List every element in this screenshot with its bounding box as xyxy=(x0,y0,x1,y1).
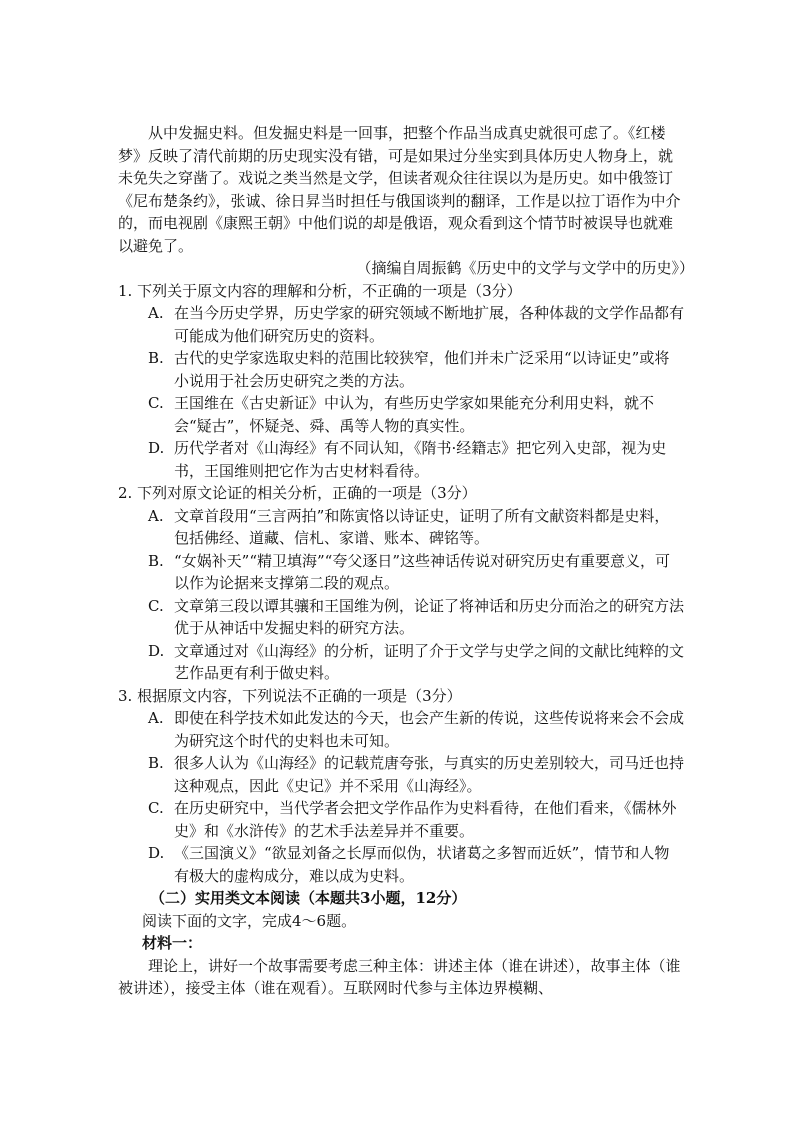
option-text: 王国维在《古史新证》中认为，有些历史学家如果能充分利用史料，就不会“疑古”，怀疑尧、舜、禹等人物的真实性。 xyxy=(174,394,655,435)
option-letter: C. xyxy=(148,394,164,412)
option-letter: D. xyxy=(148,641,165,660)
option-a xyxy=(148,505,684,550)
option-text: “女娲补天”“精卫填海”“夸父逐日”这些神话传说对研究历史有重要意义，可以作为论据来支撑第二段的观点。 xyxy=(174,551,671,592)
option-letter: A. xyxy=(148,709,164,727)
material-paragraph: 理论上，讲好一个故事需要考虑三种主体：讲述主体（谁在讲述），故事主体（谁被讲述），接受主体（谁在观看）。互联网时代参与主体边界模糊、 xyxy=(118,956,681,997)
option-letter: A. xyxy=(148,506,164,525)
question-2 xyxy=(118,482,684,685)
passage-tail-paragraph: 从中发掘史料。但发掘史料是一回事，把整个作品当成真史就很可虑了。《红楼梦》反映了清代前期的历史现实没有错，可是如果过分坐实到具体历史人物身上，就未免失之穿凿了。戏说之类当然是文学，但读者观众往往误以为是历史。如中俄签订《尼布楚条约》，张诚、徐日昇当时担任与俄国谈判的翻译，工作是以拉丁语作为中介的，而电视剧《康熙王朝》中他们说的却是俄语，观众看到这个情节时被误导也就难以避免了。 xyxy=(118,124,681,255)
option-text: 在历史研究中，当代学者会把文学作品作为史料看待，在他们看来，《儒林外史》和《水浒传》的艺术手法差异并不重要。 xyxy=(174,799,677,840)
option-text: 文章首段用“三言两拍”和陈寅恪以诗证史，证明了所有文献资料都是史料，包括佛经、道藏、信札、家谱、账本、碑铭等。 xyxy=(174,506,670,547)
option-text: 即使在科学技术如此发达的今天，也会产生新的传说，这些传说将来会不会成为研究这个时代的史料也未可知。 xyxy=(174,709,685,750)
option-letter: D. xyxy=(148,439,165,457)
reading-instruction: 阅读下面的文字，完成4～6题。 xyxy=(142,911,357,930)
option-b xyxy=(148,550,684,595)
option-letter: B. xyxy=(148,349,164,367)
option-c xyxy=(148,797,684,842)
material-label: 材料一： xyxy=(142,934,203,952)
option-d xyxy=(148,842,684,887)
option-text: 在当今历史学界，历史学家的研究领域不断地扩展，各种体裁的文学作品都有可能成为他们研究历史的资料。 xyxy=(174,304,685,345)
option-d xyxy=(148,437,684,482)
passage-source: （摘编自周振鹤《历史中的文学与文学中的历史》） xyxy=(356,259,694,277)
option-letter: C. xyxy=(148,596,164,615)
option-text: 《三国演义》“欲显刘备之长厚而似伪，状诸葛之多智而近妖”，情节和人物有极大的虚构成分，难以成为史料。 xyxy=(174,844,670,885)
option-d xyxy=(148,640,684,685)
question-stem: 3. 根据原文内容，下列说法不正确的一项是（3分） xyxy=(118,686,462,705)
option-text: 文章通过对《山海经》的分析，证明了介于文学与史学之间的文献比纯粹的文艺作品更有利于做史料。 xyxy=(174,641,685,682)
option-b xyxy=(148,752,684,797)
question-stem: 1. 下列关于原文内容的理解和分析，不正确的一项是（3分） xyxy=(118,281,522,300)
question-1 xyxy=(118,280,684,483)
option-text: 很多人认为《山海经》的记载荒唐夸张，与真实的历史差别较大，司马迁也持这种观点，因此《史记》并不采用《山海经》。 xyxy=(174,754,685,795)
question-3 xyxy=(118,685,684,888)
option-letter: D. xyxy=(148,844,165,862)
option-letter: C. xyxy=(148,799,164,817)
option-a xyxy=(148,707,684,752)
option-text: 历代学者对《山海经》有不同认知，《隋书·经籍志》把它列入史部，视为史书，王国维则把它作为古史材料看待。 xyxy=(174,439,667,480)
option-letter: B. xyxy=(148,754,164,772)
option-letter: B. xyxy=(148,551,164,570)
option-text: 文章第三段以谭其骧和王国维为例，论证了将神话和历史分而治之的研究方法优于从神话中发掘史料的研究方法。 xyxy=(174,596,685,637)
option-letter: A. xyxy=(148,304,164,322)
page-content xyxy=(118,122,694,1000)
section-title: （二）实用类文本阅读（本题共3小题，12分） xyxy=(150,889,467,907)
option-c xyxy=(148,595,684,640)
option-a xyxy=(148,302,684,347)
option-c xyxy=(148,392,684,437)
option-b xyxy=(148,347,684,392)
question-stem: 2. 下列对原文论证的相关分析，正确的一项是（3分） xyxy=(118,484,477,502)
option-text: 古代的史学家选取史料的范围比较狭窄，他们并未广泛采用“以诗证史”或将小说用于社会历史研究之类的方法。 xyxy=(174,349,670,390)
